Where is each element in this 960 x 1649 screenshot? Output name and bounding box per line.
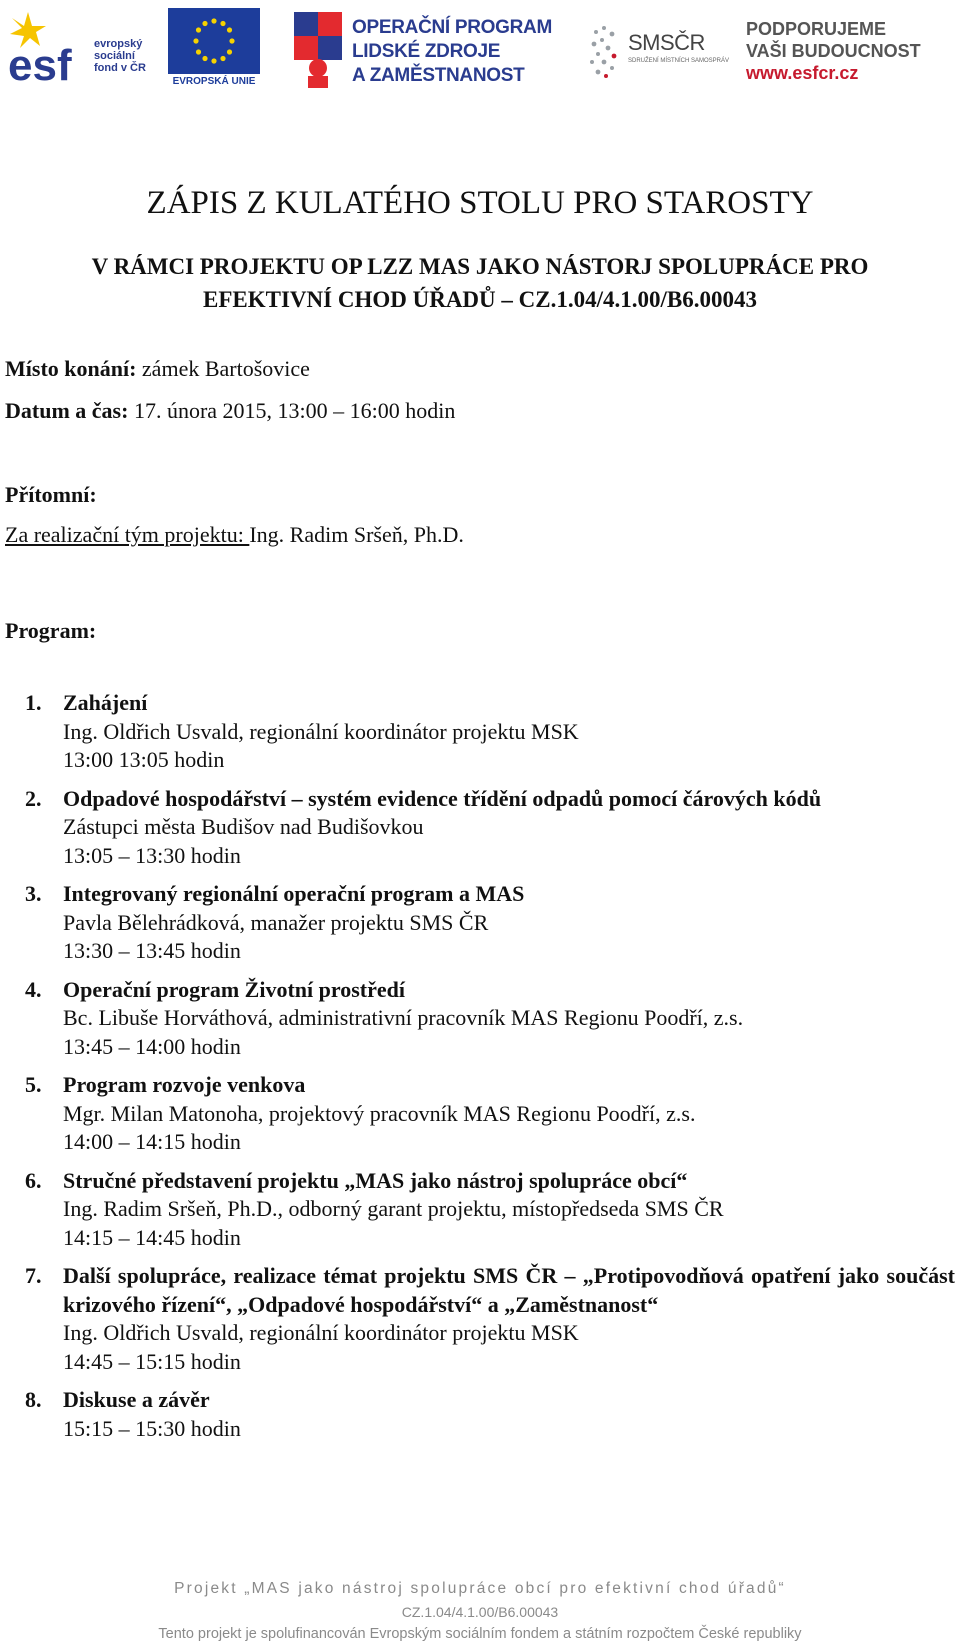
agenda-item-number: 1. (25, 690, 42, 715)
agenda-item-7 (0, 1262, 960, 1376)
agenda-item-detail: Ing. Oldřich Usvald, regionální koordinátor projektu MSK (63, 1320, 579, 1345)
op-lzz-logo-text (352, 16, 552, 88)
sms-cr-logo-text: SMSČR (628, 30, 705, 55)
agenda-item-number: 2. (25, 785, 42, 811)
agenda-item-2 (0, 785, 960, 871)
agenda-item-time: 13:30 – 13:45 hodin (63, 938, 241, 963)
subtitle-line-1: V RÁMCI PROJEKTU OP LZZ MAS JAKO NÁSTORJ SPOLUPRÁCE PRO (91, 254, 869, 279)
agenda-item-number: 8. (25, 1387, 42, 1412)
footer-project-name: Projekt „MAS jako nástroj spolupráce obcí pro efektivní chod úřadů“ (174, 1580, 786, 1597)
place-value: zámek Bartošovice (141, 356, 310, 381)
agenda-item-title: Stručné představení projektu „MAS jako nástroj spolupráce obcí“ (63, 1167, 688, 1193)
agenda-item-detail: Ing. Oldřich Usvald, regionální koordinátor projektu MSK (63, 718, 579, 744)
agenda-item-4 (0, 976, 960, 1062)
agenda-item-detail: Zástupci města Budišov nad Budišovkou (63, 814, 424, 839)
agenda-item-time: 14:45 – 15:15 hodin (63, 1348, 241, 1374)
eu-flag-icon (168, 8, 260, 74)
team-row (5, 521, 464, 549)
esf-logo-mark (6, 8, 86, 88)
program-label: Program: (5, 618, 97, 643)
agenda-item-detail: Ing. Radim Sršeň, Ph.D., odborný garant projektu, místopředseda SMS ČR (63, 1196, 724, 1221)
sms-cr-logo (588, 22, 730, 82)
support-line-2: VAŠI BUDOUCNOST (746, 41, 921, 61)
agenda-item-number: 7. (25, 1263, 42, 1288)
agenda-item-title: Operační program Životní prostředí (63, 976, 406, 1002)
footer-funding-note: Tento projekt je spolufinancován Evropským sociálním fondem a státním rozpočtem České republiky (158, 1626, 802, 1642)
team-value: Ing. Radim Sršeň, Ph.D. (249, 522, 464, 547)
support-url: www.esfcr.cz (746, 63, 859, 83)
document-title: ZÁPIS Z KULATÉHO STOLU PRO STAROSTY (146, 185, 814, 221)
present-row (5, 481, 97, 509)
op-lzz-line-1: OPERAČNÍ PROGRAM (352, 17, 552, 38)
agenda-item-detail: Mgr. Milan Matonoha, projektový pracovník MAS Regionu Poodří, z.s. (63, 1100, 696, 1126)
svg-text:esf: esf (8, 41, 72, 88)
date-value: 17. února 2015, 13:00 – 16:00 hodin (133, 398, 456, 423)
support-slogan (746, 18, 946, 84)
support-line-1: PODPORUJEME (746, 19, 887, 39)
esf-logo (6, 8, 158, 88)
eu-logo-text: EVROPSKÁ UNIE (172, 76, 256, 87)
subtitle-line-2: EFEKTIVNÍ CHOD ÚŘADŮ – CZ.1.04/4.1.00/B6.00043 (203, 287, 757, 312)
agenda-item-time: 13:45 – 14:00 hodin (63, 1033, 241, 1059)
agenda-item-time: 15:15 – 15:30 hodin (63, 1415, 241, 1441)
op-lzz-line-2: LIDSKÉ ZDROJE (352, 41, 501, 62)
agenda-item-detail: Bc. Libuše Horváthová, administrativní pracovník MAS Regionu Poodří, z.s. (63, 1005, 744, 1030)
present-label: Přítomní: (5, 482, 97, 507)
agenda-item-title: Diskuse a závěr (63, 1387, 210, 1412)
op-lzz-logo (288, 6, 558, 90)
agenda-item-title: Další spolupráce, realizace témat projektu SMS ČR – „Protipovodňová opatření jako součást krizového řízení“, „Odpadové hospodářství“ a „Zaměstnanost“ (63, 1263, 955, 1317)
agenda-item-time: 13:00 13:05 hodin (63, 747, 225, 772)
esf-logo-text: evropský sociální fond v ČR (94, 38, 146, 74)
sms-cr-logo-subtext: SDRUŽENÍ MÍSTNÍCH SAMOSPRÁV (628, 58, 730, 64)
agenda-item-6 (0, 1167, 960, 1253)
logo-strip (0, 0, 960, 100)
agenda-item-detail: Pavla Bělehrádková, manažer projektu SMS ČR (63, 909, 489, 935)
document-subtitle (0, 250, 960, 316)
agenda-item-title: Program rozvoje venkova (63, 1072, 306, 1097)
op-lzz-logo-mark (288, 6, 348, 90)
op-lzz-line-3: A ZAMĚSTNANOST (352, 65, 525, 86)
date-row (5, 397, 455, 425)
program-row (5, 617, 96, 645)
place-label: Místo konání: (5, 356, 137, 381)
team-label: Za realizační tým projektu: (5, 522, 250, 547)
agenda-item-5 (0, 1071, 960, 1157)
agenda-item-number: 5. (25, 1072, 42, 1097)
date-label: Datum a čas: (5, 398, 129, 423)
agenda-item-time: 14:00 – 14:15 hodin (63, 1129, 241, 1154)
agenda-item-number: 6. (25, 1167, 42, 1193)
agenda-item-number: 4. (25, 976, 42, 1002)
agenda-list (0, 689, 960, 1453)
agenda-item-title: Zahájení (63, 690, 148, 715)
agenda-item-title: Odpadové hospodářství – systém evidence třídění odpadů pomocí čárových kódů (63, 785, 822, 811)
agenda-item-8 (0, 1386, 960, 1443)
agenda-item-time: 13:05 – 13:30 hodin (63, 842, 241, 868)
place-row (5, 355, 310, 383)
footer-project-code: CZ.1.04/4.1.00/B6.00043 (401, 1604, 559, 1620)
agenda-item-1 (0, 689, 960, 775)
eu-logo (168, 8, 260, 88)
agenda-item-title: Integrovaný regionální operační program a MAS (63, 881, 525, 906)
agenda-item-time: 14:15 – 14:45 hodin (63, 1224, 241, 1250)
agenda-item-3 (0, 880, 960, 966)
agenda-item-number: 3. (25, 881, 42, 906)
